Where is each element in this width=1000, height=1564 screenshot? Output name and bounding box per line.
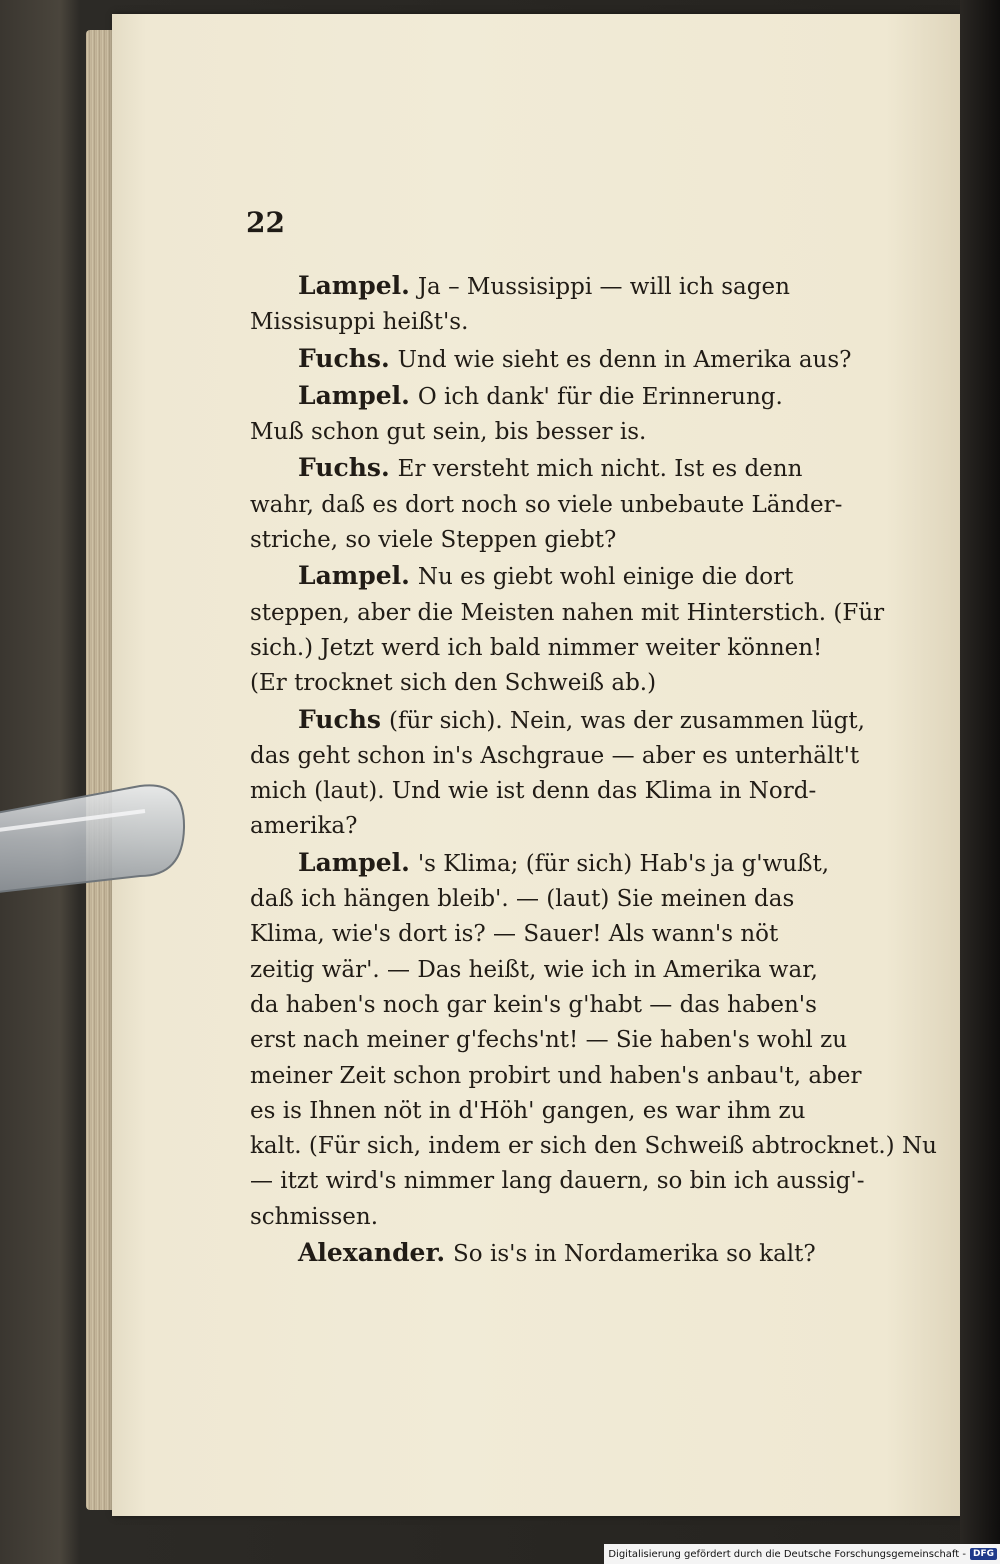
speaker-name: Alexander. [298,1238,446,1268]
line-text: zeitig wär'. — Das heißt, wie ich in Amerika war, [250,956,818,983]
speaker-name: Fuchs [298,704,381,734]
text-line [250,809,850,844]
text-line [250,953,850,988]
line-text: amerika? [250,813,358,840]
line-text: schmissen. [250,1203,379,1230]
text-line [250,305,850,340]
text-line [250,1094,850,1129]
text-line [250,523,850,558]
footer-bar [604,1544,1000,1564]
text-line [250,341,850,378]
text-line [250,631,850,666]
line-text: es is Ihnen nöt in d'Höh' gangen, es war ihm zu [250,1097,806,1124]
text-line [250,702,865,739]
speaker-name: Fuchs. [298,453,390,483]
text-line [250,450,850,487]
line-text: daß ich hängen bleib'. — (laut) Sie meinen das [250,886,795,913]
spine-shadow [960,0,1000,1564]
page-text [250,268,937,1272]
text-line [250,1129,937,1164]
speech-paragraph [250,702,865,845]
line-text: (Er trocknet sich den Schweiß ab.) [250,670,657,697]
line-text: 's Klima; (für sich) Hab's ja g'wußt, [417,850,830,877]
speech-paragraph [250,341,850,378]
line-text: Ja – Mussisippi — will ich sagen [417,274,790,300]
text-line [250,917,850,952]
line-text: steppen, aber die Meisten nahen mit Hinterstich. (Für [250,599,885,626]
speech-paragraph [250,450,850,558]
line-text: Missisuppi heißt's. [250,309,469,336]
speaker-name: Lampel. [298,380,410,410]
text-line [250,1023,850,1058]
line-text: O ich dank' für die Erinnerung. [417,383,783,410]
line-text: Nu es giebt wohl einige die dort [417,564,794,591]
line-text: wahr, daß es dort noch so viele unbebaute Länder- [250,491,843,518]
line-text: erst nach meiner g'fechs'nt! — Sie haben's wohl zu [250,1027,848,1054]
text-line [250,558,850,595]
dfg-logo-icon: DFG [970,1548,997,1560]
text-line [250,666,850,701]
text-line [250,988,850,1023]
speaker-name: Lampel. [298,847,410,877]
line-text: meiner Zeit schon probirt und haben's anbau't, aber [250,1062,862,1089]
line-text: So is's in Nordamerika so kalt? [453,1241,816,1268]
speech-paragraph [250,558,885,701]
speech-paragraph [250,845,937,1235]
line-text: da haben's noch gar kein's g'habt — das haben's [250,991,817,1018]
line-text: das geht schon in's Aschgraue — aber es unterhält't [250,742,860,769]
line-text: sich.) Jetzt werd ich bald nimmer weiter können! [250,634,823,661]
glass-clip-icon [0,776,185,894]
line-text: mich (laut). Und wie ist denn das Klima in Nord- [250,778,817,805]
text-line [250,739,860,774]
speech-paragraph [250,268,850,341]
text-line [250,1235,850,1272]
text-line [250,378,850,415]
line-text: Und wie sieht es denn in Amerika aus? [397,346,852,373]
line-text: — itzt wird's nimmer lang dauern, so bin ich aussig'- [250,1168,865,1195]
line-text: (für sich). Nein, was der zusammen lügt, [388,707,865,734]
text-line [250,415,850,450]
footer-credit: Digitalisierung gefördert durch die Deutsche Forschungsgemeinschaft - [608,1548,966,1560]
line-text: striche, so viele Steppen giebt? [250,527,617,554]
speaker-name: Lampel. [298,271,410,300]
speaker-name: Fuchs. [298,343,390,373]
page-number: 22 [246,206,285,239]
text-line [250,488,850,523]
line-text: Klima, wie's dort is? — Sauer! Als wann's nöt [250,921,779,948]
speech-paragraph [250,378,850,451]
text-line [250,1200,850,1235]
text-line [250,1164,865,1199]
speaker-name: Lampel. [298,561,410,591]
text-line [250,1059,862,1094]
text-line [250,845,850,882]
text-line [250,596,885,631]
speech-paragraph [250,1235,850,1272]
text-line [250,774,850,809]
text-line [250,268,850,305]
line-text: Muß schon gut sein, bis besser is. [250,419,647,446]
line-text: kalt. (Für sich, indem er sich den Schweiß abtrocknet.) Nu [250,1133,937,1160]
line-text: Er versteht mich nicht. Ist es denn [397,456,803,483]
text-line [250,882,850,917]
